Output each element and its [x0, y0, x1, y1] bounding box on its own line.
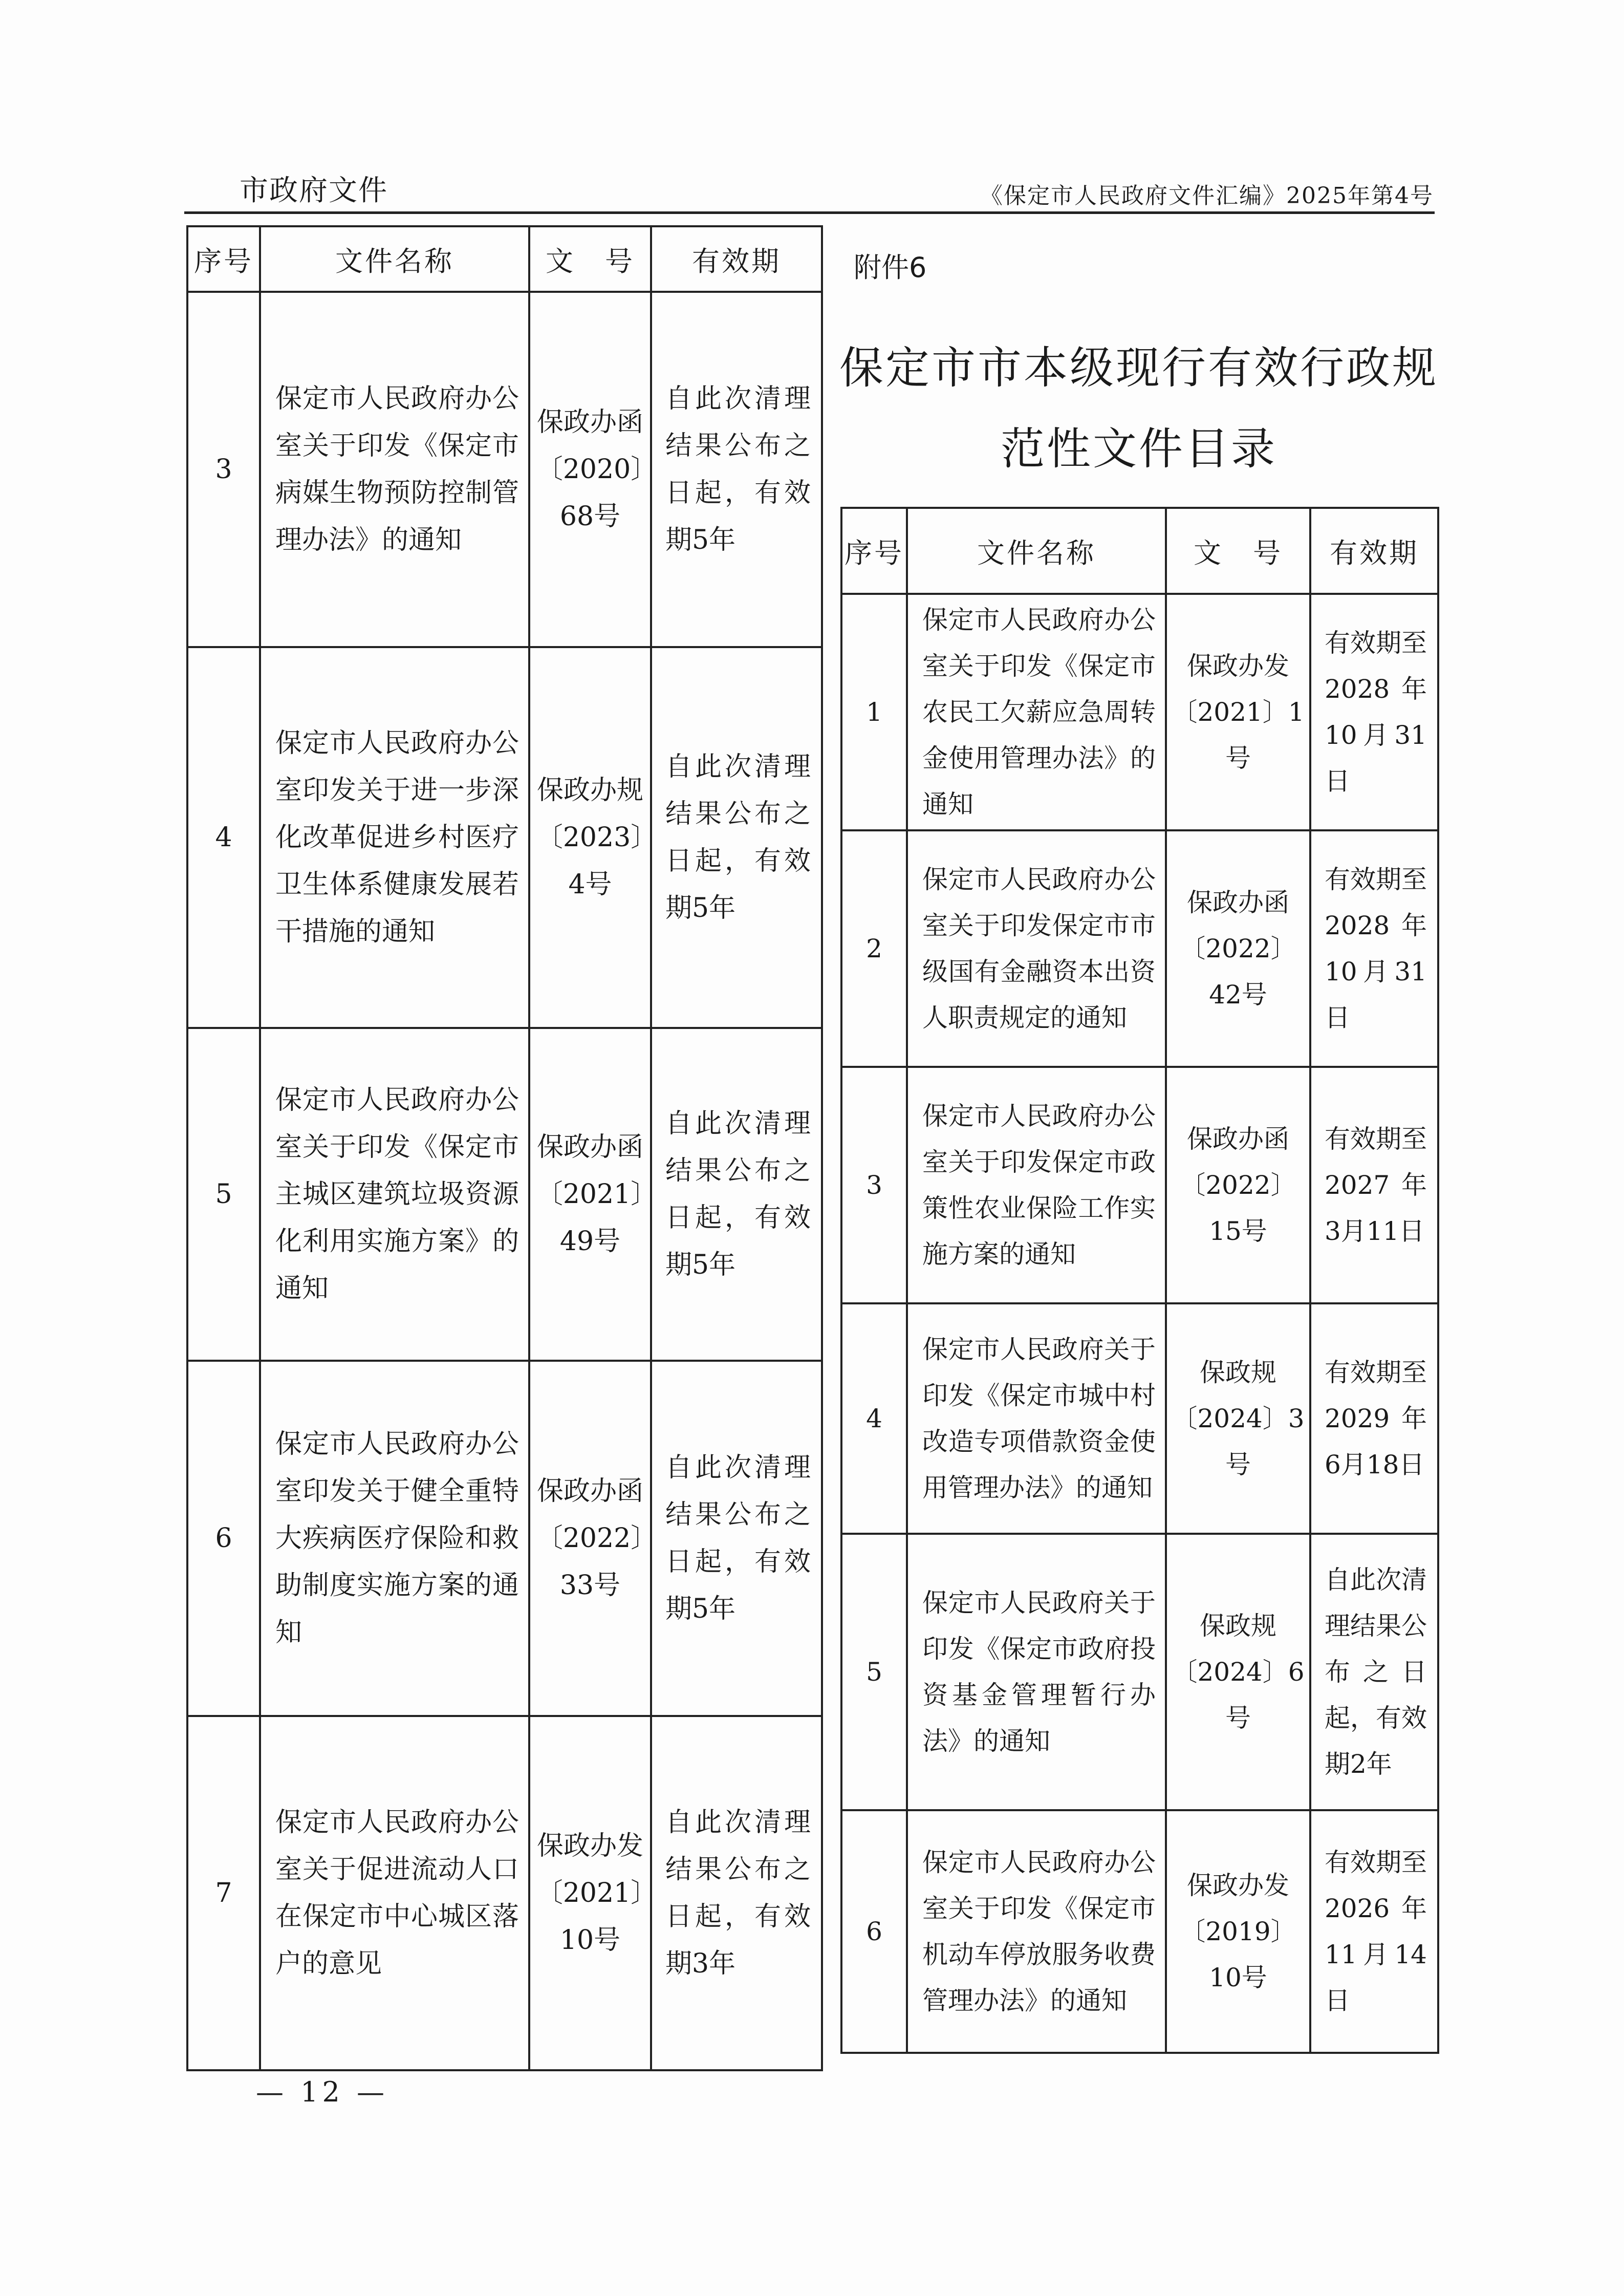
table-row — [187, 647, 822, 1028]
row-document-number: 保政办函〔2022〕42号 — [1166, 830, 1310, 1067]
row-validity: 自此次清理结果公布之日起，有效期5年 — [651, 1028, 822, 1361]
column-header-name: 文件名称 — [907, 508, 1166, 594]
table-row — [187, 1361, 822, 1716]
row-document-number: 保政规〔2024〕6号 — [1166, 1534, 1310, 1810]
row-seq: 7 — [187, 1716, 260, 2070]
row-validity: 自此次清理结果公布之日起，有效期3年 — [651, 1716, 822, 2070]
table-row — [841, 1810, 1438, 2053]
attachment-label: 附件6 — [854, 251, 927, 284]
row-document-name: 保定市人民政府办公室关于印发《保定市农民工欠薪应急周转金使用管理办法》的通知 — [907, 594, 1166, 830]
table-row — [841, 1303, 1438, 1534]
row-document-name: 保定市人民政府办公室关于印发保定市市级国有金融资本出资人职责规定的通知 — [907, 830, 1166, 1067]
right-document-table — [840, 507, 1439, 2054]
page-number: — 12 — — [256, 2076, 389, 2108]
row-validity: 自此次清理结果公布之日起，有效期5年 — [651, 647, 822, 1028]
table-row — [841, 830, 1438, 1067]
document-title: 保定市市本级现行有效行政规范性文件目录 — [839, 342, 1438, 475]
row-document-name: 保定市人民政府办公室关于促进流动人口在保定市中心城区落户的意见 — [260, 1716, 529, 2070]
row-validity: 自此次清理结果公布之日起，有效期5年 — [651, 292, 822, 647]
row-document-name: 保定市人民政府办公室关于印发保定市政策性农业保险工作实施方案的通知 — [907, 1067, 1166, 1303]
row-seq: 4 — [187, 647, 260, 1028]
row-seq: 5 — [187, 1028, 260, 1361]
row-document-number: 保政办发〔2019〕10号 — [1166, 1810, 1310, 2053]
row-validity: 自此次清理结果公布之日起，有效期2年 — [1310, 1534, 1438, 1810]
column-header-validity: 有效期 — [1310, 508, 1438, 594]
row-document-name: 保定市人民政府办公室印发关于健全重特大疾病医疗保险和救助制度实施方案的通知 — [260, 1361, 529, 1716]
column-header-number: 文 号 — [1166, 508, 1310, 594]
row-document-number: 保政规〔2024〕3号 — [1166, 1303, 1310, 1534]
left-document-table — [186, 225, 823, 2071]
row-document-name: 保定市人民政府办公室关于印发《保定市机动车停放服务收费管理办法》的通知 — [907, 1810, 1166, 2053]
column-header-seq: 序号 — [187, 226, 260, 292]
header-section-label: 市政府文件 — [240, 174, 388, 207]
row-seq: 1 — [841, 594, 907, 830]
row-document-number: 保政办函〔2022〕15号 — [1166, 1067, 1310, 1303]
table-row — [187, 1028, 822, 1361]
row-seq: 3 — [841, 1067, 907, 1303]
column-header-validity: 有效期 — [651, 226, 822, 292]
row-seq: 5 — [841, 1534, 907, 1810]
row-seq: 2 — [841, 830, 907, 1067]
row-validity: 自此次清理结果公布之日起，有效期5年 — [651, 1361, 822, 1716]
row-document-number: 保政办函〔2020〕68号 — [529, 292, 651, 647]
row-validity: 有效期至2026年11月14日 — [1310, 1810, 1438, 2053]
row-seq: 4 — [841, 1303, 907, 1534]
header-publication-title: 《保定市人民政府文件汇编》2025年第4号 — [980, 183, 1434, 209]
row-document-number: 保政办发〔2021〕1号 — [1166, 594, 1310, 830]
row-validity: 有效期至2028年10月31日 — [1310, 594, 1438, 830]
row-document-name: 保定市人民政府办公室关于印发《保定市病媒生物预防控制管理办法》的通知 — [260, 292, 529, 647]
table-row — [841, 1534, 1438, 1810]
table-header-row — [841, 508, 1438, 594]
table-row — [187, 292, 822, 647]
row-seq: 6 — [841, 1810, 907, 2053]
row-document-number: 保政办函〔2022〕33号 — [529, 1361, 651, 1716]
row-document-name: 保定市人民政府办公室印发关于进一步深化改革促进乡村医疗卫生体系健康发展若干措施的通知 — [260, 647, 529, 1028]
table-row — [841, 594, 1438, 830]
row-validity: 有效期至2027年3月11日 — [1310, 1067, 1438, 1303]
table-header-row — [187, 226, 822, 292]
row-document-name: 保定市人民政府关于印发《保定市城中村改造专项借款资金使用管理办法》的通知 — [907, 1303, 1166, 1534]
row-document-name: 保定市人民政府办公室关于印发《保定市主城区建筑垃圾资源化利用实施方案》的通知 — [260, 1028, 529, 1361]
table-row — [187, 1716, 822, 2070]
header-divider — [184, 211, 1435, 214]
row-document-number: 保政办函〔2021〕49号 — [529, 1028, 651, 1361]
row-document-name: 保定市人民政府关于印发《保定市政府投资基金管理暂行办法》的通知 — [907, 1534, 1166, 1810]
row-seq: 6 — [187, 1361, 260, 1716]
table-row — [841, 1067, 1438, 1303]
column-header-name: 文件名称 — [260, 226, 529, 292]
row-document-number: 保政办发〔2021〕10号 — [529, 1716, 651, 2070]
row-document-number: 保政办规〔2023〕4号 — [529, 647, 651, 1028]
row-seq: 3 — [187, 292, 260, 647]
row-validity: 有效期至2028年10月31日 — [1310, 830, 1438, 1067]
column-header-seq: 序号 — [841, 508, 907, 594]
column-header-number: 文 号 — [529, 226, 651, 292]
row-validity: 有效期至2029年6月18日 — [1310, 1303, 1438, 1534]
